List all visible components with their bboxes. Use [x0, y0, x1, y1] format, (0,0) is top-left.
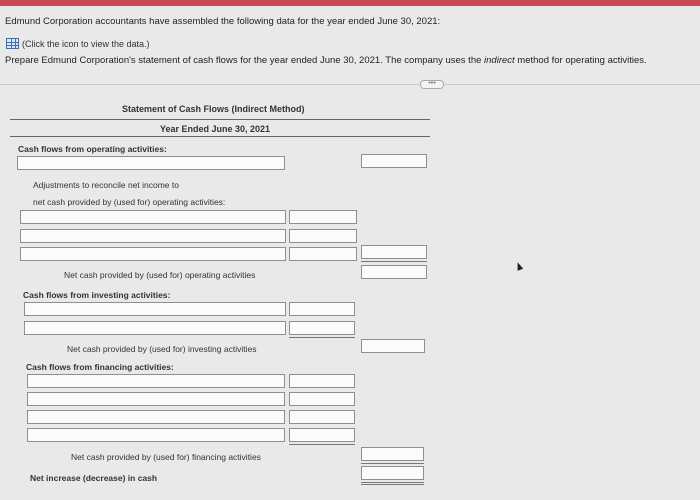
view-data-label[interactable]: (Click the icon to view the data.): [22, 38, 150, 49]
intro-text: Edmund Corporation accountants have assembled the following data for the year ended June 30, 2021:: [5, 16, 441, 27]
operating-adjustment-amount-1[interactable]: [289, 210, 357, 224]
operating-total-label: Net cash provided by (used for) operating activities: [64, 270, 256, 280]
instructions-text: Prepare Edmund Corporation's statement of cash flows for the year ended June 30, 2021. The company uses the indirect method for operating activities.: [5, 55, 647, 66]
operating-adjustment-total-input[interactable]: [361, 245, 427, 259]
adjustments-line-1: Adjustments to reconcile net income to: [33, 180, 179, 190]
top-accent-bar: [0, 0, 700, 6]
financing-label-3[interactable]: [27, 410, 285, 424]
net-change-double-line-1: [361, 482, 424, 483]
investing-subtotal-line: [289, 337, 355, 338]
financing-amount-2[interactable]: [289, 392, 355, 406]
year-rule: [10, 136, 430, 137]
financing-label-4[interactable]: [27, 428, 285, 442]
data-table-icon[interactable]: [6, 38, 19, 49]
net-income-amount-input[interactable]: [361, 154, 427, 168]
net-change-input[interactable]: [361, 466, 424, 480]
adjustments-line-2: net cash provided by (used for) operating activities:: [33, 197, 226, 207]
net-change-label: Net increase (decrease) in cash: [30, 473, 158, 483]
operating-heading: Cash flows from operating activities:: [18, 144, 167, 154]
expand-button[interactable]: •••: [420, 80, 444, 89]
financing-subtotal-line-right: [361, 463, 424, 464]
net-change-double-line-2: [361, 484, 424, 485]
financing-heading: Cash flows from financing activities:: [26, 362, 174, 372]
financing-total-input[interactable]: [361, 447, 424, 461]
operating-total-input[interactable]: [361, 265, 427, 279]
investing-label-2[interactable]: [24, 321, 286, 335]
statement-title: Statement of Cash Flows (Indirect Method): [122, 104, 305, 114]
operating-subtotal-line: [361, 261, 427, 262]
financing-amount-1[interactable]: [289, 374, 355, 388]
investing-amount-2[interactable]: [289, 321, 355, 335]
section-divider: [0, 84, 700, 85]
financing-label-1[interactable]: [27, 374, 285, 388]
financing-subtotal-line: [289, 444, 355, 445]
title-rule: [10, 119, 430, 120]
operating-adjustment-label-2[interactable]: [20, 229, 286, 243]
financing-amount-4[interactable]: [289, 428, 355, 442]
financing-total-label: Net cash provided by (used for) financing activities: [71, 452, 261, 462]
operating-adjustment-label-3[interactable]: [20, 247, 286, 261]
financing-amount-3[interactable]: [289, 410, 355, 424]
investing-total-label: Net cash provided by (used for) investing activities: [67, 344, 257, 354]
operating-adjustment-label-1[interactable]: [20, 210, 286, 224]
investing-total-input[interactable]: [361, 339, 425, 353]
statement-year: Year Ended June 30, 2021: [160, 124, 271, 134]
operating-adjustment-amount-3[interactable]: [289, 247, 357, 261]
investing-amount-1[interactable]: [289, 302, 355, 316]
investing-heading: Cash flows from investing activities:: [23, 290, 171, 300]
operating-adjustment-amount-2[interactable]: [289, 229, 357, 243]
financing-label-2[interactable]: [27, 392, 285, 406]
mouse-cursor-icon: [515, 261, 523, 271]
investing-label-1[interactable]: [24, 302, 286, 316]
net-income-label-input[interactable]: [17, 156, 285, 170]
method-emphasis: indirect: [484, 55, 515, 66]
view-data-link[interactable]: [6, 38, 150, 49]
